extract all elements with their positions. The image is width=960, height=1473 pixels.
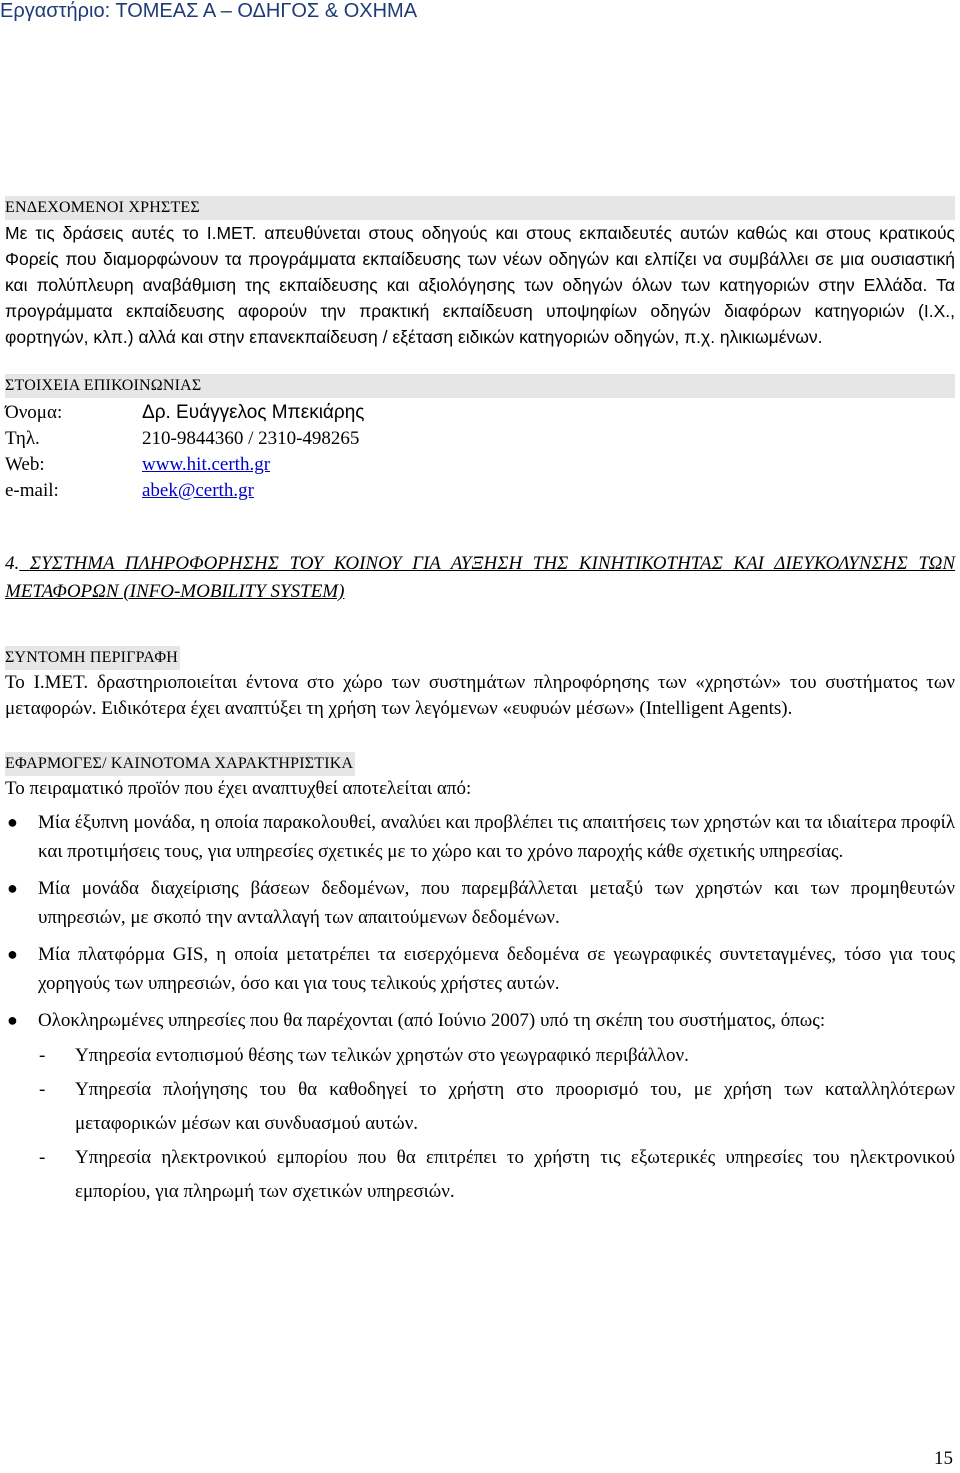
contact-row-email [5, 478, 955, 504]
bullet-icon: ● [7, 944, 18, 964]
list-item: ● Μία πλατφόρμα GIS, η οποία μετατρέπει τα εισερχόμενα δεδομένα σε γεωγραφικές συντεταγμένες, τόσο για τους χορηγούς των υπηρεσιών, όσο και για τους τελικούς χρήστες αυτών. [5, 940, 955, 998]
contact-heading: ΣΤΟΙΧΕΙΑ ΕΠΙΚΟΙΝΩΝΙΑΣ [5, 374, 955, 398]
summary-heading-wrap [5, 646, 955, 670]
summary-paragraph: Το Ι.ΜΕΤ. δραστηριοποιείται έντονα στο χώρο των συστημάτων πληροφόρησης των «χρηστών» του συστήματος των μεταφορών. Ειδικότερα έχει αναπτύξει τη χρήση των λεγόμενων «ευφυών μέσων» (Intelligent Agents). [5, 672, 955, 719]
contact-row-phone [5, 426, 955, 452]
section-number: 4. [5, 553, 20, 574]
users-paragraph: Με τις δράσεις αυτές το Ι.ΜΕΤ. απευθύνεται στους οδηγούς και στους εκπαιδευτές αυτών καθώς και στους κρατικούς Φορείς που διαμορφώνουν τα προγράμματα εκπαίδευσης των νέων οδηγών και ελπίζει να συμβάλλει σε μια ουσιαστική και πολύπλευρη αναβάθμιση της εκπαίδευσης και αξιολόγησης των οδηγών όλων των κατηγοριών στην Ελλάδα. Τα προγράμματα εκπαίδευσης αφορούν την πρακτική εκπαίδευση υποψηφίων οδηγών διαφόρων κατηγοριών (Ι.Χ., φορτηγών, κλπ.) αλλά και στην επανεκπαίδευση / εξέταση ειδικών κατηγοριών οδηγών, π.χ. ηλικιωμένων. [5, 223, 955, 347]
list-item: ● Μία έξυπνη μονάδα, η οποία παρακολουθεί, αναλύει και προβλέπει τις απαιτήσεις των χρηστών και τα ιδιαίτερα προφίλ και προτιμήσεις τους, για υπηρεσίες σχετικές με το χώρο και το χρόνο παροχής κάθε σχετικής υπηρεσίας. [5, 808, 955, 866]
contact-value: Δρ. Ευάγγελος Μπεκιάρης [142, 402, 365, 423]
page-content [5, 196, 955, 1209]
contact-label: Web: [5, 454, 45, 475]
contact-value: 210-9844360 / 2310-498265 [142, 428, 360, 449]
list-item: - Υπηρεσία ηλεκτρονικού εμπορίου που θα επιτρέπει το χρήστη τις εξωτερικές υπηρεσίες του ηλεκτρονικού εμπορίου, για πληρωμή των σχετικών υπηρεσιών. [5, 1141, 955, 1209]
applications-heading: ΕΦΑΡΜΟΓΕΣ/ ΚΑΙΝΟΤΟΜΑ ΧΑΡΑΚΤΗΡΙΣΤΙΚΑ [5, 752, 355, 776]
list-item: ● Ολοκληρωμένες υπηρεσίες που θα παρέχονται (από Ιούνιο 2007) υπό τη σκέπη του συστήματος, όπως: [5, 1006, 955, 1035]
contact-row-name [5, 400, 955, 426]
contact-label: e-mail: [5, 480, 59, 501]
list-item: - Υπηρεσία πλοήγησης του θα καθοδηγεί το χρήστη στο προορισμό του, με χρήση των καταλληλότερων μεταφορικών μέσων και συνδυασμού αυτών. [5, 1073, 955, 1141]
feature-list [5, 808, 955, 1035]
dash-icon: - [39, 1079, 46, 1100]
section-title-text: ΣΥΣΤΗΜΑ ΠΛΗΡΟΦΟΡΗΣΗΣ ΤΟΥ ΚΟΙΝΟΥ ΓΙΑ ΑΥΞΗΣΗ ΤΗΣ ΚΙΝΗΤΙΚΟΤΗΤΑΣ ΚΑΙ ΔΙΕΥΚΟΛΥΝΣΗΣ ΤΩΝ ΜΕΤΑΦΟΡΩΝ (INFO-MOBILITY SYSTEM) [5, 553, 956, 602]
email-link[interactable]: abek@certh.gr [142, 480, 254, 501]
bullet-icon: ● [7, 1010, 18, 1030]
contact-label: Τηλ. [5, 428, 40, 449]
service-list [5, 1039, 955, 1209]
web-link[interactable]: www.hit.certh.gr [142, 454, 271, 475]
bullet-icon: ● [7, 812, 18, 832]
section-4-title [5, 550, 955, 606]
dash-icon: - [39, 1045, 46, 1066]
users-heading: ΕΝΔΕΧΟΜΕΝΟΙ ΧΡΗΣΤΕΣ [5, 196, 955, 220]
bullet-icon: ● [7, 878, 18, 898]
page-number: 15 [934, 1448, 953, 1469]
applications-intro: Το πειραματικό προϊόν που έχει αναπτυχθεί αποτελείται από: [5, 778, 472, 799]
contact-label: Όνομα: [5, 402, 63, 423]
dash-icon: - [39, 1147, 46, 1168]
summary-heading: ΣΥΝΤΟΜΗ ΠΕΡΙΓΡΑΦΗ [5, 646, 180, 670]
page-header: Εργαστήριο: ΤΟΜΕΑΣ Α – ΟΔΗΓΟΣ & ΟΧΗΜΑ [0, 0, 418, 22]
list-item: ● Μία μονάδα διαχείρισης βάσεων δεδομένων, που παρεμβάλλεται μεταξύ των χρηστών και των προμηθευτών υπηρεσιών, με σκοπό την ανταλλαγή των απαιτούμενων δεδομένων. [5, 874, 955, 932]
applications-heading-wrap [5, 752, 955, 776]
contact-block [5, 400, 955, 504]
list-item: - Υπηρεσία εντοπισμού θέσης των τελικών χρηστών στο γεωγραφικό περιβάλλον. [5, 1039, 955, 1073]
contact-row-web [5, 452, 955, 478]
